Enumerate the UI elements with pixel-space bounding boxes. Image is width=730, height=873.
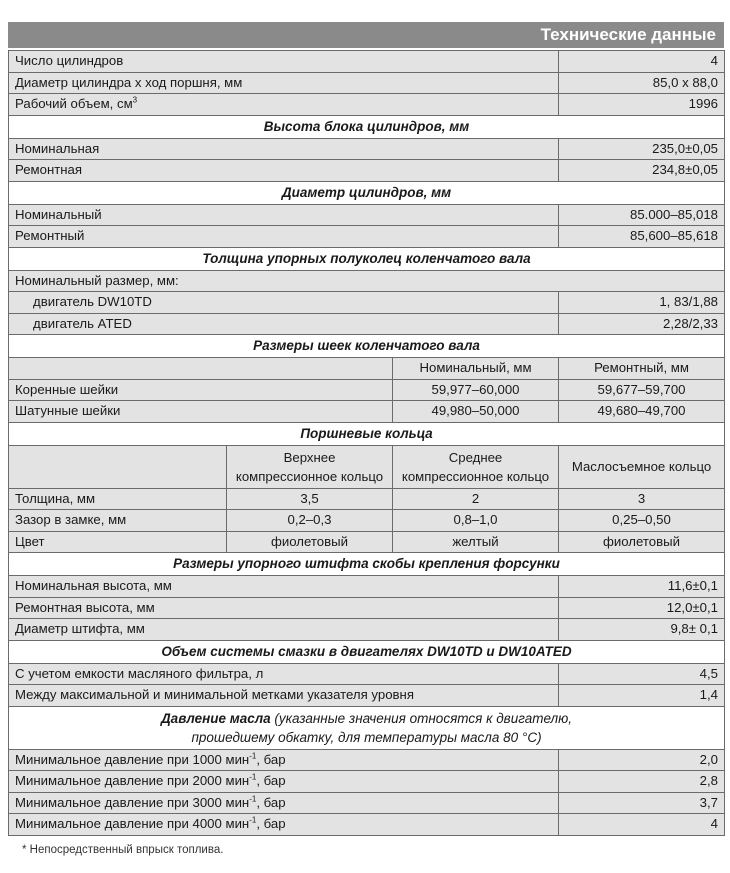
table-row: [9, 160, 725, 182]
spec-sheet: [8, 22, 724, 836]
row-value: 1, 83/1,88: [559, 292, 725, 314]
row-value: 3,5: [227, 488, 393, 510]
table-row: [9, 138, 725, 160]
row-label: Между максимальной и минимальной метками указателя уровня: [9, 685, 559, 707]
section-heading: Поршневые кольца: [9, 422, 725, 445]
row-value: фиолетовый: [559, 531, 725, 553]
row-label: Зазор в замке, мм: [9, 510, 227, 532]
row-value: 0,25–0,50: [559, 510, 725, 532]
table-row: [9, 510, 725, 532]
table-row: [9, 94, 725, 116]
table-row: [9, 685, 725, 707]
row-label: Минимальное давление при 1000 мин$^{-1}$, бар: [9, 749, 559, 771]
row-value: 59,977–60,000: [393, 379, 559, 401]
row-label: Номинальная высота, мм: [9, 576, 559, 598]
row-label: Ремонтная: [9, 160, 559, 182]
row-value: 85,0 х 88,0: [559, 72, 725, 94]
column-header: Среднее компрессионное кольцо: [393, 445, 559, 488]
row-value: 2,0: [559, 749, 725, 771]
row-value: 2: [393, 488, 559, 510]
row-value: фиолетовый: [227, 531, 393, 553]
row-value: 59,677–59,700: [559, 379, 725, 401]
row-value: 12,0±0,1: [559, 597, 725, 619]
table-header-row: [9, 445, 725, 488]
row-value: 49,980–50,000: [393, 401, 559, 423]
row-label: Число цилиндров: [9, 51, 559, 73]
row-value: 49,680–49,700: [559, 401, 725, 423]
row-label: двигатель DW10TD: [9, 292, 559, 314]
row-value: 0,8–1,0: [393, 510, 559, 532]
row-value: 1996: [559, 94, 725, 116]
table-row: [9, 597, 725, 619]
table-row: [9, 814, 725, 836]
column-header: Номинальный, мм: [393, 358, 559, 380]
row-label: Ремонтная высота, мм: [9, 597, 559, 619]
row-label: Минимальное давление при 3000 мин$^{-1}$, бар: [9, 792, 559, 814]
row-value: 4: [559, 51, 725, 73]
table-row: [9, 749, 725, 771]
section-heading: Размеры упорного штифта скобы крепления форсунки: [9, 553, 725, 576]
row-value: 9,8± 0,1: [559, 619, 725, 641]
column-header: Маслосъемное кольцо: [559, 445, 725, 488]
section-heading: Давление масла (указанные значения относятся к двигателю, прошедшему обкатку, для температуры масла 80 °С): [9, 706, 725, 749]
table-row: [9, 488, 725, 510]
row-label: двигатель ATED: [9, 313, 559, 335]
page-title: Технические данные: [8, 22, 724, 50]
table-row: [9, 379, 725, 401]
section-heading: Объем системы смазки в двигателях DW10TD и DW10ATED: [9, 640, 725, 663]
row-value: 3: [559, 488, 725, 510]
table-row: [9, 663, 725, 685]
row-value: 4,5: [559, 663, 725, 685]
row-label: Рабочий объем, $см^3$: [9, 94, 559, 116]
row-label: Минимальное давление при 4000 мин$^{-1}$, бар: [9, 814, 559, 836]
footnote: * Непосредственный впрыск топлива.: [22, 844, 224, 856]
row-value: 4: [559, 814, 725, 836]
row-label: Коренные шейки: [9, 379, 393, 401]
table-row: [9, 531, 725, 553]
row-label: Номинальный: [9, 204, 559, 226]
superscript: 3: [132, 95, 138, 105]
row-label: Номинальная: [9, 138, 559, 160]
spec-table: [8, 50, 725, 836]
table-row: [9, 771, 725, 793]
row-value: 235,0±0,05: [559, 138, 725, 160]
row-label: Шатунные шейки: [9, 401, 393, 423]
table-row: [9, 292, 725, 314]
table-row: [9, 792, 725, 814]
section-heading: Размеры шеек коленчатого вала: [9, 335, 725, 358]
row-label: Толщина, мм: [9, 488, 227, 510]
row-value: 2,8: [559, 771, 725, 793]
section-heading: Диаметр цилиндров, мм: [9, 181, 725, 204]
table-row: [9, 204, 725, 226]
row-value: 234,8±0,05: [559, 160, 725, 182]
table-row: [9, 72, 725, 94]
table-row: [9, 401, 725, 423]
row-value: 0,2–0,3: [227, 510, 393, 532]
row-value: 1,4: [559, 685, 725, 707]
row-label: Цвет: [9, 531, 227, 553]
row-value: 2,28/2,33: [559, 313, 725, 335]
row-label: Диаметр штифта, мм: [9, 619, 559, 641]
row-value: 11,6±0,1: [559, 576, 725, 598]
section-heading: Толщина упорных полуколец коленчатого вала: [9, 247, 725, 270]
table-row: [9, 576, 725, 598]
row-value: желтый: [393, 531, 559, 553]
column-header: Верхнее компрессионное кольцо: [227, 445, 393, 488]
table-row: [9, 226, 725, 248]
table-row: [9, 270, 725, 292]
table-row: [9, 619, 725, 641]
table-row: [9, 313, 725, 335]
section-heading: Высота блока цилиндров, мм: [9, 115, 725, 138]
row-value: 85,600–85,618: [559, 226, 725, 248]
row-label: Ремонтный: [9, 226, 559, 248]
table-row: [9, 51, 725, 73]
table-header-row: [9, 358, 725, 380]
row-label: Диаметр цилиндра х ход поршня, мм: [9, 72, 559, 94]
row-label: С учетом емкости масляного фильтра, л: [9, 663, 559, 685]
row-value: 85.000–85,018: [559, 204, 725, 226]
row-label: Номинальный размер, мм:: [9, 270, 725, 292]
row-label: Минимальное давление при 2000 мин$^{-1}$, бар: [9, 771, 559, 793]
row-value: 3,7: [559, 792, 725, 814]
column-header: Ремонтный, мм: [559, 358, 725, 380]
